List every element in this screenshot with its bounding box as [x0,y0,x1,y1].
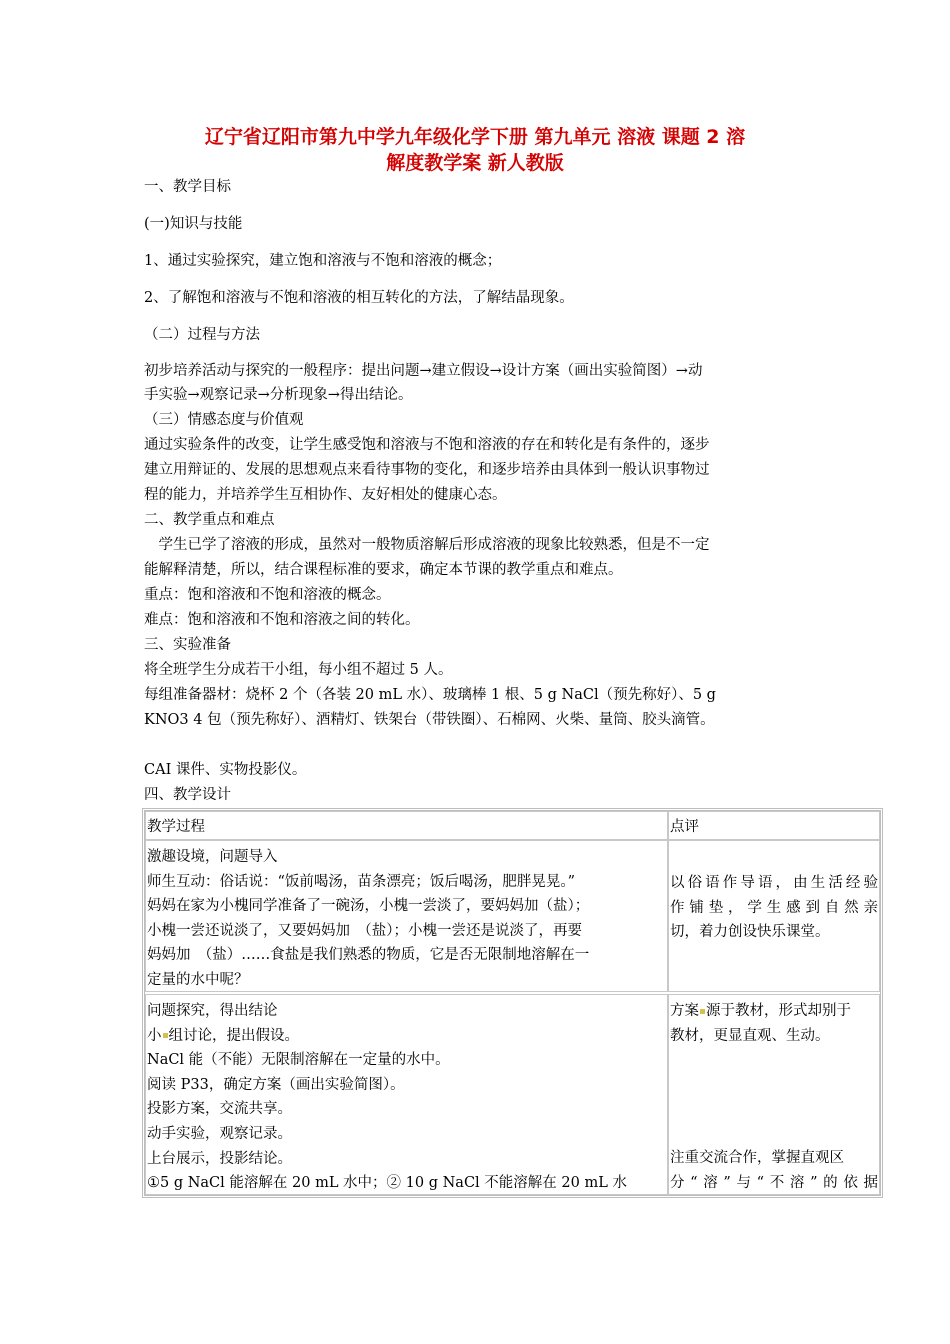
section-heading-preparation: 三、实验准备 [144,637,231,653]
paragraph-line: 能解释清楚，所以，结合课程标准的要求，确定本节课的教学重点和难点。 [144,562,623,578]
objective-item-1: 1、通过实验探究，建立饱和溶液与不饱和溶液的概念； [144,253,502,269]
paragraph-line: 程的能力，并培养学生互相协作、友好相处的健康心态。 [144,487,507,503]
paragraph-line: CAI 课件、实物投影仪。 [144,762,307,778]
paragraph-line: 通过实验条件的改变，让学生感受饱和溶液与不饱和溶液的存在和转化是有条件的，逐步 [144,437,710,453]
subheading-knowledge-skills: (一)知识与技能 [144,216,243,232]
subheading-attitudes-values: （三）情感态度与价值观 [144,412,304,428]
table-header-comment: 点评 [668,811,880,840]
table-cell-comment-row2: 方案 源于教材，形式却别于 教材，更显直观、生动。 注重交流合作，掌握直观区 分“溶”与“不溶”的依据 [668,994,880,1195]
paragraph-line: 将全班学生分成若干小组，每小组不超过 5 人。 [144,662,453,678]
paragraph-line: 建立用辩证的、发展的思想观点来看待事物的变化，和逐步培养由具体到一般认识事物过 [144,462,710,478]
subheading-process-method: （二）过程与方法 [144,327,260,343]
key-point-line: 重点：饱和溶液和不饱和溶液的概念。 [144,587,391,603]
paragraph-line: 学生已学了溶液的形成，虽然对一般物质溶解后形成溶液的现象比较熟悉，但是不一定 [144,537,710,553]
paragraph-line: 手实验→观察记录→分析现象→得出结论。 [144,387,413,403]
table-cell-comment-row1: 以俗语作导语，由生活经验 作铺垫，学生感到自然亲 切，着力创设快乐课堂。 [668,840,880,992]
difficulty-line: 难点：饱和溶液和不饱和溶液之间的转化。 [144,612,420,628]
objective-item-2: 2、了解饱和溶液与不饱和溶液的相互转化的方法，了解结晶现象。 [144,290,574,306]
paragraph-line: 初步培养活动与探究的一般程序：提出问题→建立假设→设计方案（画出实验简图）→动 [144,363,703,379]
table-cell-process-row2: 问题探究，得出结论 小 组讨论，提出假设。 NaCl 能（不能）无限制溶解在一定量的水中。 阅读 P33，确定方案（画出实验简图）。 投影方案，交流共享。 动手实验，观察记录。 上台展示，投影结论。 ①5 g NaCl 能溶解在 20 mL 水中；② 10 g NaCl 不能溶解在 20 mL 水 [145,994,668,1195]
teaching-design-table [142,808,883,1198]
section-heading-objectives: 一、教学目标 [144,179,231,195]
paragraph-line: 每组准备器材：烧杯 2 个（各装 20 mL 水）、玻璃棒 1 根、5 g NaCl（预先称好）、5 g [144,687,716,703]
comment-marker-icon [163,1033,168,1038]
table-cell-process-row1: 激趣设境，问题导入 师生互动：俗话说：“饭前喝汤，苗条漂亮；饭后喝汤，肥胖晃晃。” 妈妈在家为小槐同学准备了一碗汤，小槐一尝淡了，要妈妈加（盐）； 小槐一尝还说淡了，又要妈妈加 （盐）；小槐一尝还是说淡了，再要 妈妈加 （盐）……食盐是我们熟悉的物质，它是否无限制地溶解在一 定量的水中呢？ [145,840,668,992]
document-title-line-1: 辽宁省辽阳市第九中学九年级化学下册 第九单元 溶液 课题 2 溶 [204,126,746,148]
comment-marker-icon [700,1009,705,1014]
paragraph-line: KNO3 4 包（预先称好）、酒精灯、铁架台（带铁圈）、石棉网、火柴、量筒、胶头滴管。 [144,712,715,728]
section-heading-key-points: 二、教学重点和难点 [144,512,275,528]
section-heading-design: 四、教学设计 [144,787,231,803]
document-title-line-2: 解度教学案 新人教版 [386,152,564,174]
table-header-process: 教学过程 [145,811,668,840]
